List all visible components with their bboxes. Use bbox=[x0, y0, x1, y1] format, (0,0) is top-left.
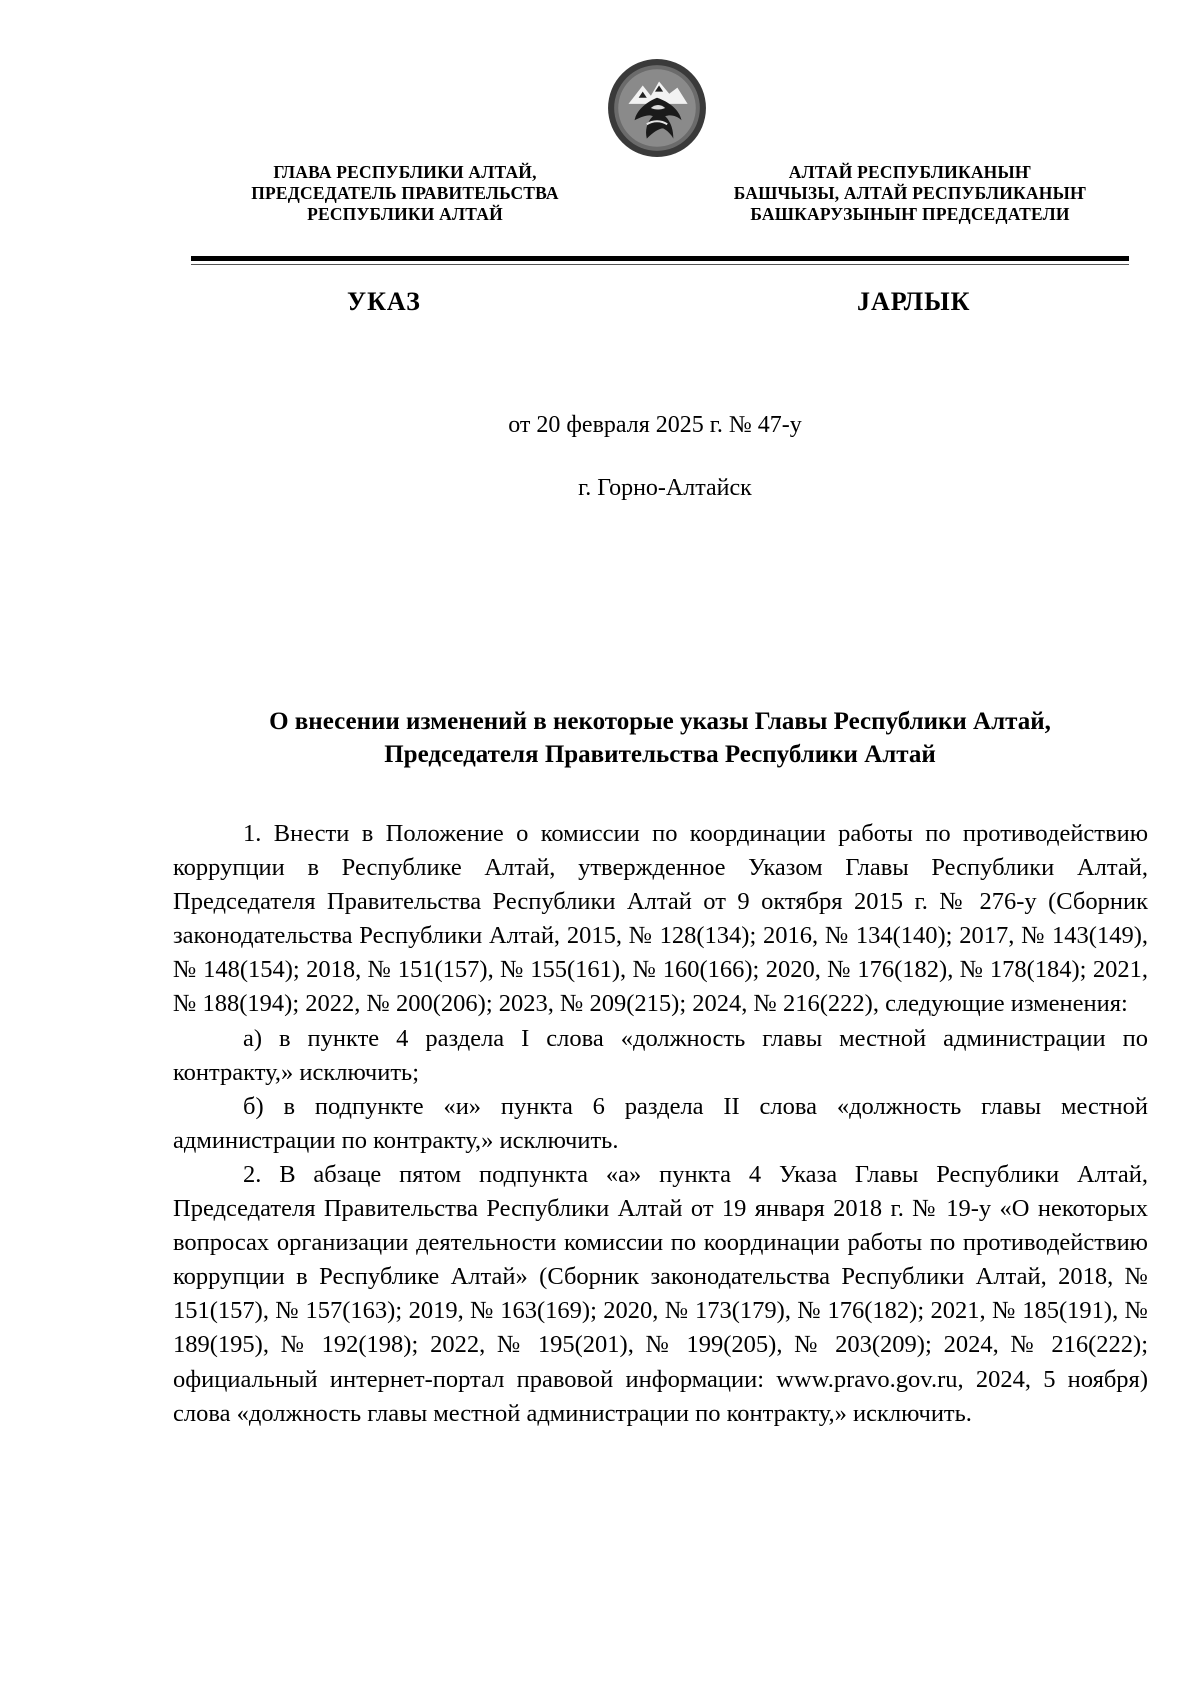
decree-title-altai: JАРЛЫК bbox=[857, 287, 971, 316]
decree-city: г. Горно-Алтайск bbox=[578, 475, 752, 501]
document-title bbox=[160, 705, 1160, 771]
issuer-header-russian bbox=[190, 162, 620, 225]
header-left-line-2: ПРЕДСЕДАТЕЛЬ ПРАВИТЕЛЬСТВА bbox=[251, 183, 559, 203]
coat-of-arms-emblem bbox=[606, 57, 708, 159]
coat-of-arms-icon bbox=[606, 57, 708, 159]
document-body bbox=[173, 817, 1148, 1431]
header-left-line-1: ГЛАВА РЕСПУБЛИКИ АЛТАЙ, bbox=[273, 162, 537, 182]
paragraph-1a: а) в пункте 4 раздела I слова «должность главы местной администрации по контракту,» исключить; bbox=[173, 1024, 1148, 1086]
decree-title-russian: УКАЗ bbox=[347, 287, 421, 316]
header-right-line-1: АЛТАЙ РЕСПУБЛИКАНЫҤ bbox=[788, 162, 1032, 182]
decree-date-number: от 20 февраля 2025 г. № 47-у bbox=[508, 412, 802, 438]
header-right-line-2: БАШЧЫЗЫ, АЛТАЙ РЕСПУБЛИКАНЫҤ bbox=[733, 183, 1087, 203]
paragraph-1b: б) в подпункте «и» пункта 6 раздела II слова «должность главы местной администрации по контракту,» исключить. bbox=[173, 1092, 1148, 1154]
header-divider-thin bbox=[191, 264, 1129, 265]
paragraph-2: 2. В абзаце пятом подпункта «а» пункта 4 Указа Главы Республики Алтай, Председателя Правительства Республики Алтай от 19 января 2018 г. № 19-у «О некоторых вопросах организации деятельности комиссии по координации работы по противодействию коррупции в Республике Алтай» (Сборник законодательства Республики Алтай, 2018, № 151(157), № 157(163); 2019, № 163(169); 2020, № 173(179), № 176(182); 2021, № 185(191), № 189(195), № 192(198); 2022, № 195(201), № 199(205), № 203(209); 2024, № 216(222); официальный интернет-портал правовой информации: www.pravo.gov.ru, 2024, 5 ноября) слова «должность главы местной администрации по контракту,» исключить. bbox=[173, 1160, 1148, 1427]
paragraph-1: 1. Внести в Положение о комиссии по координации работы по противодействию коррупции в Республике Алтай, утвержденное Указом Главы Республики Алтай, Председателя Правительства Республики Алтай от 9 октября 2015 г. № 276-у (Сборник законодательства Республики Алтай, 2015, № 128(134); 2016, № 134(140); 2017, № 143(149), № 148(154); 2018, № 151(157), № 155(161), № 160(166); 2020, № 176(182), № 178(184); 2021, № 188(194); 2022, № 200(206); 2023, № 209(215); 2024, № 216(222), следующие изменения: bbox=[173, 820, 1148, 1018]
document-title-line-1: О внесении изменений в некоторые указы Главы Республики Алтай, bbox=[269, 708, 1051, 735]
document-title-line-2: Председателя Правительства Республики Алтай bbox=[384, 741, 936, 768]
header-left-line-3: РЕСПУБЛИКИ АЛТАЙ bbox=[307, 204, 503, 224]
issuer-header-altai bbox=[680, 162, 1140, 225]
header-divider-thick bbox=[191, 256, 1129, 261]
header-right-line-3: БАШКАРУЗЫНЫҤ ПРЕДСЕДАТЕЛИ bbox=[750, 204, 1070, 224]
